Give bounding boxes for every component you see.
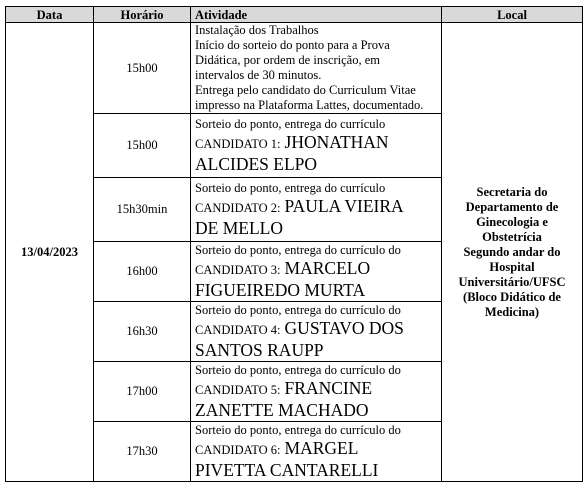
candidate-name: PIVETTA CANTARELLI (195, 460, 379, 480)
activity-cell (191, 114, 442, 178)
candidate-name: DE MELLO (195, 218, 283, 238)
candidate-label: CANDIDATO 5: (195, 383, 281, 397)
candidate-name: PAULA VIEIRA (284, 196, 404, 216)
header-row (6, 7, 583, 23)
candidate-name: FIGUEIREDO MURTA (195, 280, 366, 300)
candidate-line (195, 132, 437, 154)
time-cell: 15h00 (94, 23, 191, 114)
activity-intro: Sorteio do ponto, entrega do currículo do (195, 423, 401, 437)
activity-intro: Sorteio do ponto, entrega do currículo do (195, 363, 401, 377)
time-cell: 15h30min (94, 178, 191, 242)
candidate-line (195, 318, 437, 340)
candidate-label: CANDIDATO 4: (195, 323, 281, 337)
activity-intro: Sorteio do ponto, entrega do currículo do (195, 243, 401, 257)
candidate-label: CANDIDATO 1: (195, 137, 281, 151)
local-line: Universitário/UFSC (458, 274, 566, 289)
activity-intro: Sorteio do ponto, entrega do currículo do (195, 303, 401, 317)
activity-line: Entrega pelo candidato do Curriculum Vitae (195, 83, 416, 97)
candidate-name: JHONATHAN (284, 132, 389, 152)
local-line: Ginecologia e (476, 214, 548, 229)
time-cell: 16h30 (94, 302, 191, 362)
candidate-label: CANDIDATO 3: (195, 263, 281, 277)
candidate-name: GUSTAVO DOS (284, 318, 404, 338)
local-line: Hospital (489, 259, 535, 274)
activity-cell (191, 242, 442, 302)
activity-cell (191, 178, 442, 242)
activity-cell (191, 23, 442, 114)
candidate-line (195, 378, 437, 400)
local-line: Segundo andar do (463, 244, 561, 259)
candidate-label: CANDIDATO 2: (195, 201, 281, 215)
local-line: Departamento de (465, 199, 559, 214)
date-cell: 13/04/2023 (6, 23, 94, 482)
candidate-name: SANTOS RAUPP (195, 340, 324, 360)
candidate-line (195, 196, 437, 218)
candidate-name: MARCELO (284, 258, 371, 278)
time-cell: 15h00 (94, 114, 191, 178)
candidate-label: CANDIDATO 6: (195, 443, 281, 457)
activity-line: Instalação dos Trabalhos (195, 23, 319, 37)
activity-cell (191, 302, 442, 362)
activity-cell (191, 422, 442, 482)
candidate-line (195, 258, 437, 280)
activity-cell (191, 362, 442, 422)
schedule-table (5, 6, 583, 482)
local-cell (442, 23, 583, 482)
candidate-name: FRANCINE (284, 378, 373, 398)
candidate-line (195, 438, 437, 460)
local-line: (Bloco Didático de (463, 289, 561, 304)
time-cell: 16h00 (94, 242, 191, 302)
header-horario: Horário (94, 7, 191, 23)
time-cell: 17h30 (94, 422, 191, 482)
activity-line: impresso na Plataforma Lattes, documentado. (195, 98, 424, 112)
activity-line: Início do sorteio do ponto para a Prova (195, 38, 390, 52)
activity-line: intervalos de 30 minutos. (195, 68, 322, 82)
candidate-name: MARGEL (284, 438, 359, 458)
local-line: Medicina) (484, 304, 540, 319)
time-cell: 17h00 (94, 362, 191, 422)
candidate-name: ALCIDES ELPO (195, 154, 318, 174)
activity-intro: Sorteio do ponto, entrega do currículo (195, 117, 386, 131)
table-row (6, 23, 583, 114)
activity-line: Didática, por ordem de inscrição, em (195, 53, 380, 67)
local-line: Obstetrícia (482, 229, 542, 244)
activity-intro: Sorteio do ponto, entrega do currículo (195, 181, 386, 195)
header-data: Data (6, 7, 94, 23)
header-local: Local (442, 7, 583, 23)
candidate-name: ZANETTE MACHADO (195, 400, 369, 420)
local-line: Secretaria do (476, 184, 548, 199)
header-atividade: Atividade (191, 7, 442, 23)
